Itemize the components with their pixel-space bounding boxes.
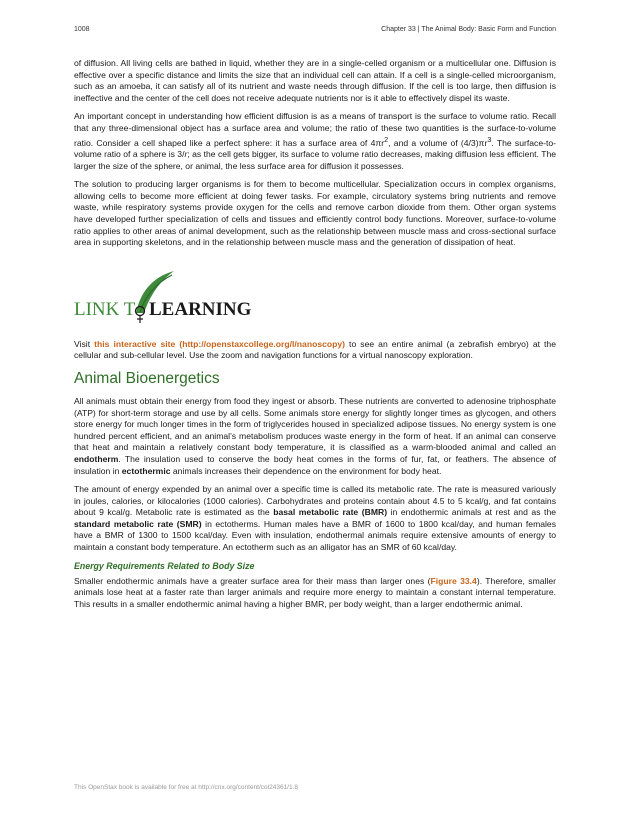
paragraph-surface-volume: An important concept in understanding how efficient diffusion is as a means of transport is the surface to volume ratio. Recall that any three-dimensional object has a surface area and volume; the ratio of these two quantities is the surface-to-volume ratio. Consider a cell shaped like a perfect sphere: it has a surface area of $4\pi r^2$, and a volume of $(4/3)\pi r^3$. The surface-to-volume ratio of a sphere is 3/r; as the cell gets bigger, its surface to volume ratio decreases, making diffusion less efficient. The larger the size of the sphere, or animal, the less surface area for diffusion it possesses.	[74, 111, 557, 171]
paragraph-energy: All animals must obtain their energy from food they ingest or absorb. These nutrients are converted to adenosine triphosphate (ATP) for short-term storage and use by all cells. Some animals store energy for slightly longer times as glycogen, and others store energy for much longer times in the form of triglycerides housed in specialized adipose tissues. No energy system is one hundred percent efficient, and an animal’s metabolism produces waste energy in the form of heat. If an animal can conserve that heat and maintain a relatively constant body temperature, it is classified as a warm-blooded animal and called an endotherm. The insulation used to conserve the body heat comes in the forms of fur, fat, or feathers. The absence of insulation in ectothermic animals increases their dependence on the environment for body heat.	[74, 395, 556, 476]
page-number: 1008	[74, 26, 90, 33]
term-bmr: basal metabolic rate (BMR)	[273, 507, 388, 518]
term-ectothermic: ectothermic	[121, 465, 171, 476]
term-smr: standard metabolic rate (SMR)	[74, 518, 202, 529]
paragraph-metabolic-rate: The amount of energy expended by an animal over a specific time is called its metabolic rate. The rate is measured variously in joules, calories, or kilocalories (1000 calories). Carbohydrates and proteins contain about 4.5 to 5 kcal/g, and fat contains about 9 kcal/g. Metabolic rate is estimated as the basal metabolic rate (BMR) in endothermic animals at rest and as the standard metabolic rate (SMR) in ectotherms. Human males have a BMR of 1600 to 1800 kcal/day, and human females have a BMR of 1300 to 1500 kcal/day. Even with insulation, endothermal animals require extensive amounts of energy to maintain a constant body temperature. An ectotherm such as an alligator has an SMR of 60 kcal/day.	[74, 484, 557, 553]
paragraph-link-to-learning: Visit this interactive site (http://openstaxcollege.org/l/nanoscopy) to see an entire animal (a zebrafish embryo) at the cellular and sub-cellular level. Use the zoom and navigation functions for a virtual nanoscopy exploration.	[74, 338, 556, 361]
page-content	[74, 58, 556, 617]
paragraph-multicellular: The solution to producing larger organisms is for them to become multicellular. Specialization occurs in complex organisms, allowing cells to become more efficient at doing fewer tasks. For example, circulatory systems bring nutrients and remove waste, while respiratory systems provide oxygen for the cells and remove carbon dioxide from them. Other organ systems have developed further specialization of cells and tissues and efficiently control body functions. Moreover, surface-to-volume ratio applies to other areas of animal development, such as the relationship between muscle mass and cross-sectional surface area in supporting skeletons, and in the relationship between muscle mass and the generation of dissipation of heat.	[74, 179, 556, 248]
figure-reference-link[interactable]: Figure 33.4	[430, 575, 477, 586]
logo-word-link: LINK T	[74, 298, 136, 320]
paragraph-diffusion: of diffusion. All living cells are bathed in liquid, whether they are in a single-celled organism or a multicellular one. Diffusion is effective over a specific distance and limits the size that an individual cell can attain. If a cell is a single-celled microorganism, such as an amoeba, it can satisfy all of its nutrient and waste needs through diffusion. If the cell is too large, then diffusion is ineffective and the center of the cell does not receive adequate nutrients nor is it able to effectively dispel its waste.	[74, 58, 556, 103]
cursor-stem-icon	[137, 315, 143, 323]
paragraph-body-size: Smaller endothermic animals have a greater surface area for their mass than larger ones (Figure 33.4). Therefore, smaller animals lose heat at a faster rate than larger animals and require more energy to maintain a constant internal temperature. This results in a smaller endothermic animal having a higher BMR, per body weight, than a larger endothermic animal.	[74, 575, 556, 609]
nanoscopy-link[interactable]: this interactive site (http://openstaxcollege.org/l/nanoscopy)	[94, 338, 346, 349]
link-to-learning-logo-icon	[74, 267, 274, 327]
logo-word-learning: LEARNING	[149, 298, 252, 320]
link-to-learning-logo	[74, 267, 556, 327]
chapter-title: Chapter 33 | The Animal Body: Basic Form and Function	[381, 26, 556, 33]
subsection-title: Energy Requirements Related to Body Size	[74, 560, 255, 571]
section-title: Animal Bioenergetics	[74, 369, 220, 387]
page-footer: This OpenStax book is available for free at http://cnx.org/content/col24361/1.8	[74, 784, 299, 791]
term-endotherm: endotherm	[74, 453, 119, 464]
